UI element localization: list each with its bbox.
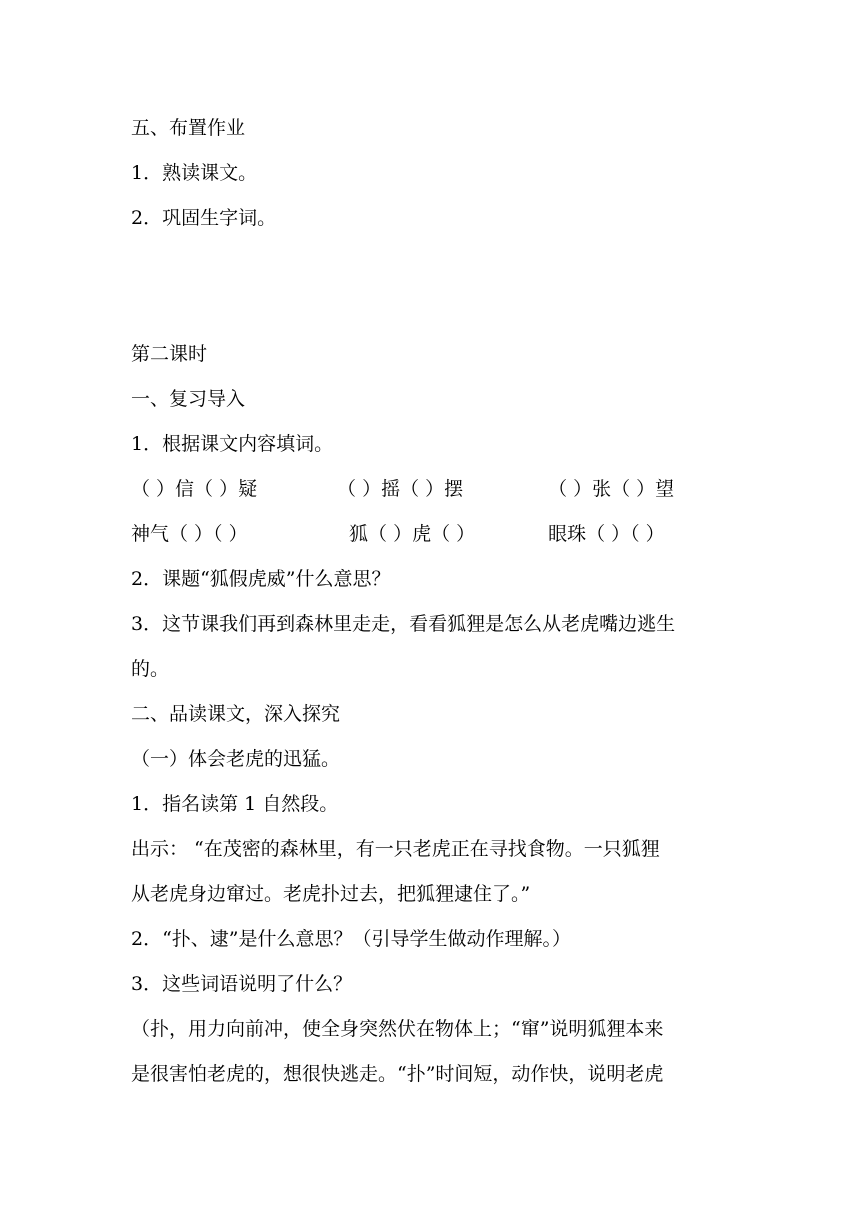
paragraph: 3．这节课我们再到森林里走走，看看狐狸是怎么从老虎嘴边逃生 — [131, 613, 676, 635]
fill-blank-item: 狐（ ）虎（ ） — [349, 523, 476, 545]
subsection-heading: （一）体会老虎的迅猛。 — [131, 748, 341, 770]
paragraph: 的。 — [131, 658, 170, 680]
fill-blank-item: 神气（ ）（ ） — [131, 523, 248, 545]
paragraph: 1．根据课文内容填词。 — [131, 433, 334, 455]
paragraph: （扑，用力向前冲，使全身突然伏在物体上；“窜”说明狐狸本来 — [131, 1018, 664, 1040]
lesson-title: 第二课时 — [131, 343, 208, 365]
paragraph: 2．“扑、逮”是什么意思？（引导学生做动作理解。） — [131, 928, 572, 950]
paragraph: 从老虎身边窜过。老虎扑过去，把狐狸逮住了。” — [131, 883, 531, 905]
fill-blank-item: （ ）信（ ）疑 — [131, 478, 258, 500]
paragraph: 1．熟读课文。 — [131, 162, 258, 184]
fill-blank-row — [131, 478, 674, 500]
section-heading: 一、复习导入 — [131, 388, 246, 410]
section-heading: 五、布置作业 — [131, 117, 246, 139]
paragraph: 是很害怕老虎的，想很快逃走。“扑”时间短，动作快，说明老虎 — [131, 1063, 664, 1085]
paragraph: 出示： “在茂密的森林里，有一只老虎正在寻找食物。一只狐狸 — [131, 838, 660, 860]
fill-blank-item: （ ）张（ ）望 — [548, 478, 675, 500]
paragraph: 3．这些词语说明了什么？ — [131, 973, 353, 995]
paragraph: 2．课题“狐假虎威”什么意思？ — [131, 568, 391, 590]
fill-blank-item: （ ）摇（ ）摆 — [337, 478, 464, 500]
paragraph: 2．巩固生字词。 — [131, 207, 277, 229]
section-heading: 二、品读课文，深入探究 — [131, 703, 341, 725]
fill-blank-item: 眼珠（ ）（ ） — [548, 523, 665, 545]
paragraph: 1．指名读第 1 自然段。 — [131, 793, 339, 815]
fill-blank-row — [131, 523, 665, 545]
